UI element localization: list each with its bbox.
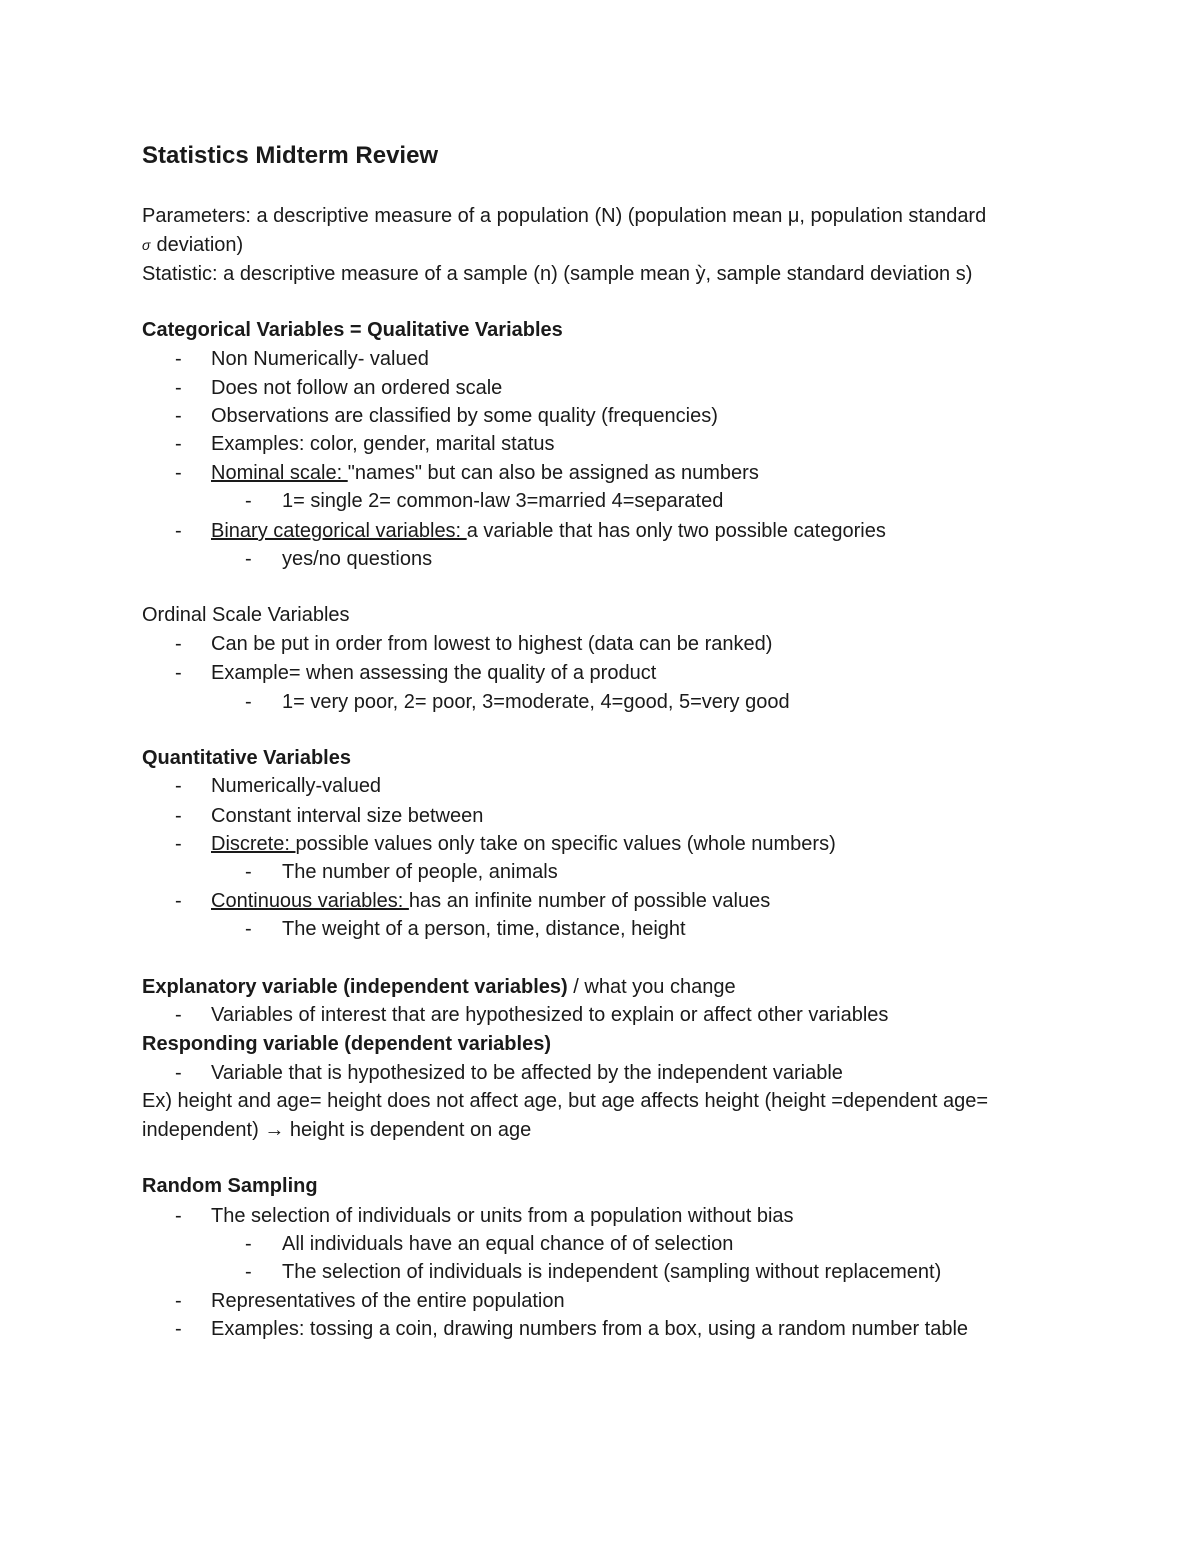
list-item-text: Constant interval size between — [211, 805, 484, 827]
list-item — [175, 347, 429, 371]
explanatory-heading-line — [142, 975, 736, 999]
list-item — [175, 774, 381, 798]
bullet-dash: - — [175, 805, 182, 827]
list-item — [175, 832, 836, 856]
bullet-dash: - — [175, 833, 182, 855]
bullet-dash: - — [175, 377, 182, 399]
sub-list-item — [245, 489, 723, 513]
list-item-text: Does not follow an ordered scale — [211, 377, 503, 399]
bullet-dash: - — [245, 918, 252, 940]
list-item — [175, 432, 555, 456]
parameters-line-2 — [142, 233, 243, 258]
parameters-line: Parameters: a descriptive measure of a population (N) (population mean μ, population standard — [142, 205, 987, 227]
list-item — [175, 376, 502, 400]
categorical-heading: Categorical Variables = Qualitative Variables — [142, 319, 563, 341]
bullet-dash: - — [245, 548, 252, 570]
term-binary: Binary categorical variables: — [211, 520, 467, 542]
list-item-text: Variable that is hypothesized to be affected by the independent variable — [211, 1062, 843, 1084]
list-item — [175, 1204, 794, 1228]
quantitative-heading: Quantitative Variables — [142, 747, 351, 769]
sigma-symbol: σ — [142, 237, 151, 253]
bullet-dash: - — [175, 1290, 182, 1312]
bullet-dash: - — [245, 490, 252, 512]
list-item-text: Example= when assessing the quality of a product — [211, 662, 657, 684]
sub-list-item — [245, 917, 686, 941]
bullet-dash: - — [175, 1318, 182, 1340]
bullet-dash: - — [175, 433, 182, 455]
example-line-2: independent) → height is dependent on age — [142, 1119, 532, 1141]
list-item-text: All individuals have an equal chance of of selection — [282, 1233, 734, 1255]
list-item-text: Examples: tossing a coin, drawing numbers from a box, using a random number table — [211, 1318, 969, 1340]
list-item-text: yes/no questions — [282, 548, 433, 570]
explanatory-heading: Explanatory variable (independent variables) — [142, 976, 568, 998]
list-item-text: 1= single 2= common-law 3=married 4=separated — [282, 490, 724, 512]
bullet-dash: - — [175, 1004, 182, 1026]
bullet-dash: - — [175, 775, 182, 797]
list-item-text: The selection of individuals is independent (sampling without replacement) — [282, 1261, 942, 1283]
term-discrete: Discrete: — [211, 833, 296, 855]
list-item — [175, 889, 770, 913]
list-item-text: Variables of interest that are hypothesized to explain or affect other variables — [211, 1004, 889, 1026]
bullet-dash: - — [245, 1261, 252, 1283]
list-item-text: Representatives of the entire population — [211, 1290, 565, 1312]
list-item — [175, 632, 772, 656]
document-title: Statistics Midterm Review — [142, 142, 439, 169]
bullet-dash: - — [175, 348, 182, 370]
statistic-line: Statistic: a descriptive measure of a sample (n) (sample mean ỳ, sample standard deviation s) — [142, 263, 973, 285]
list-item — [175, 404, 718, 428]
bullet-dash: - — [175, 662, 182, 684]
sub-list-item — [245, 1260, 941, 1284]
explanatory-heading-note: / what you change — [567, 976, 736, 998]
random-sampling-heading: Random Sampling — [142, 1175, 318, 1197]
bullet-dash: - — [245, 861, 252, 883]
list-item-text: The number of people, animals — [282, 861, 558, 883]
term-continuous: Continuous variables: — [211, 890, 409, 912]
bullet-dash: - — [175, 1205, 182, 1227]
list-item-text: Numerically-valued — [211, 775, 382, 797]
bullet-dash: - — [175, 405, 182, 427]
list-item — [175, 1061, 843, 1085]
list-item-text: Observations are classified by some quality (frequencies) — [211, 405, 718, 427]
list-item-text: Examples: color, gender, marital status — [211, 433, 555, 455]
list-item — [175, 461, 759, 485]
sub-list-item — [245, 1232, 733, 1256]
bullet-dash: - — [175, 890, 182, 912]
list-item — [175, 804, 483, 828]
list-item-text: "names" but can also be assigned as numbers — [347, 462, 759, 484]
sub-list-item — [245, 690, 790, 714]
list-item-text: a variable that has only two possible categories — [466, 520, 886, 542]
list-item-text: The weight of a person, time, distance, height — [282, 918, 686, 940]
parameters-continuation: deviation) — [156, 234, 244, 256]
bullet-dash: - — [245, 1233, 252, 1255]
bullet-dash: - — [245, 691, 252, 713]
bullet-dash: - — [175, 520, 182, 542]
responding-heading: Responding variable (dependent variables) — [142, 1033, 551, 1055]
list-item-text: Can be put in order from lowest to highest (data can be ranked) — [211, 633, 773, 655]
list-item — [175, 1289, 565, 1313]
list-item-text: possible values only take on specific values (whole numbers) — [295, 833, 836, 855]
list-item-text: 1= very poor, 2= poor, 3=moderate, 4=good, 5=very good — [282, 691, 790, 713]
ordinal-heading: Ordinal Scale Variables — [142, 604, 350, 626]
list-item — [175, 519, 886, 543]
list-item-text: The selection of individuals or units from a population without bias — [211, 1205, 794, 1227]
sub-list-item — [245, 860, 558, 884]
list-item — [175, 661, 656, 685]
list-item — [175, 1003, 888, 1027]
list-item-text: Non Numerically- valued — [211, 348, 429, 370]
term-nominal: Nominal scale: — [211, 462, 348, 484]
list-item-text: has an infinite number of possible values — [408, 890, 771, 912]
bullet-dash: - — [175, 462, 182, 484]
example-line: Ex) height and age= height does not affect age, but age affects height (height =dependent age= — [142, 1090, 989, 1112]
bullet-dash: - — [175, 633, 182, 655]
sub-list-item — [245, 547, 432, 571]
list-item — [175, 1317, 968, 1341]
bullet-dash: - — [175, 1062, 182, 1084]
